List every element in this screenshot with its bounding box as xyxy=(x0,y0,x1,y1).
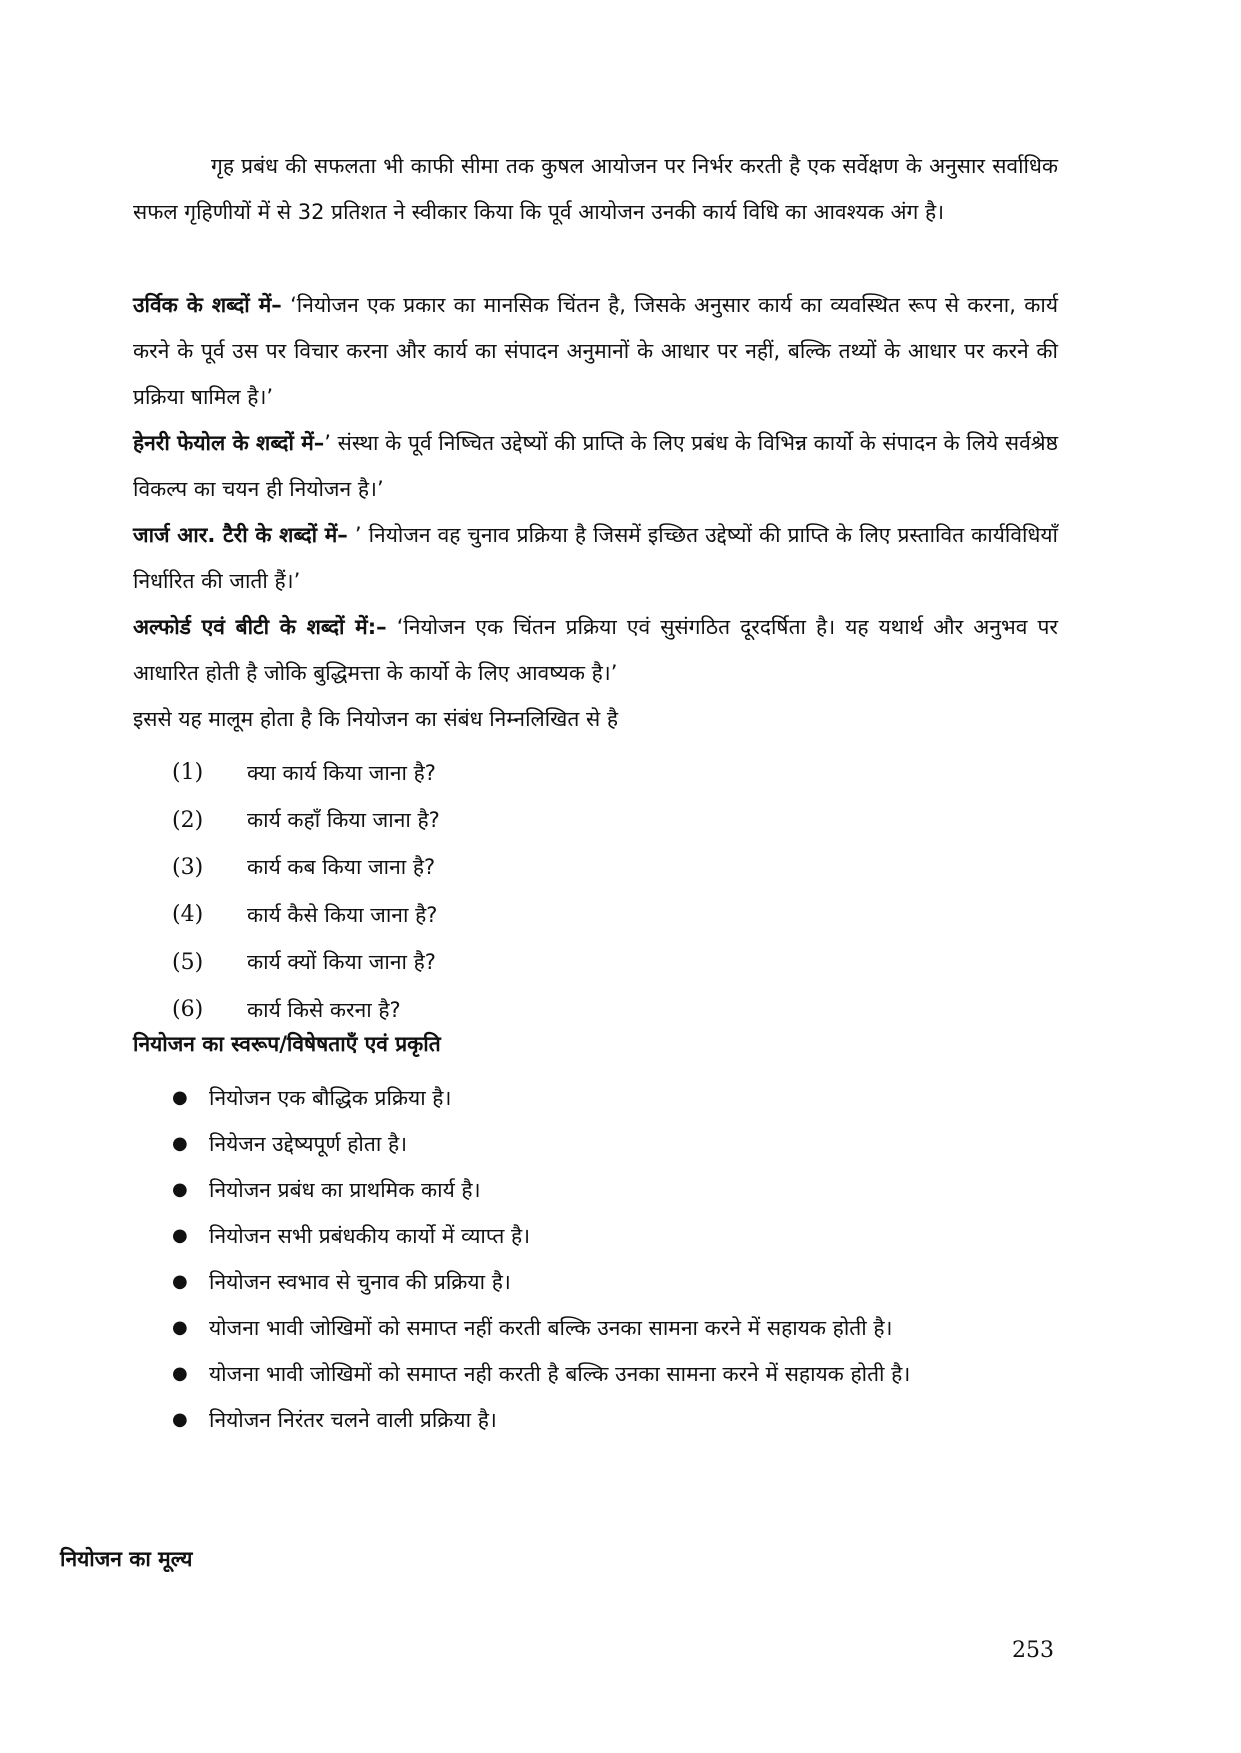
intro-paragraph: गृह प्रबंध की सफलता भी काफी सीमा तक कुषल आयोजन पर निर्भर करती है एक सर्वेक्षण के अनुसार सर्वाधिक सफल गृहिणीयों में से 32 प्रतिशत ने स्वीकार किया कि पूर्व आयोजन उनकी कार्य विधि का आवश्यक अंग है। xyxy=(133,154,1058,224)
bullet-icon: ● xyxy=(172,1363,188,1384)
bullet-icon: ● xyxy=(172,1317,188,1338)
definition-terry xyxy=(133,512,1058,604)
item-number: (6) xyxy=(172,997,204,1023)
item-text: कार्य क्यों किया जाना है? xyxy=(247,950,436,975)
item-number: (5) xyxy=(172,949,204,975)
bullet-item xyxy=(172,1075,1062,1121)
bullet-icon: ● xyxy=(172,1179,188,1200)
item-number: (4) xyxy=(172,902,204,928)
bullet-icon: ● xyxy=(172,1225,188,1246)
item-text: क्या कार्य किया जाना है? xyxy=(247,760,436,785)
nature-list xyxy=(172,1075,1062,1443)
definition-text: ‘नियोजन एक प्रकार का मानसिक चिंतन है, जिसके अनुसार कार्य का व्यवस्थित रूप से करना, कार्य करने के पूर्व उस पर विचार करना और कार्य का संपादन अनुमानों के आधार पर नहीं, बल्कि तथ्यों के आधार पर करने की प्रक्रिया षामिल है।’ xyxy=(133,293,1059,409)
definition-fayol xyxy=(133,420,1058,512)
bullet-icon: ● xyxy=(172,1133,188,1154)
bullet-icon: ● xyxy=(172,1409,188,1430)
item-text: कार्य कब किया जाना है? xyxy=(247,855,436,880)
item-number: (1) xyxy=(172,760,204,786)
definition-text: ‘नियोजन एक चिंतन प्रक्रिया एवं सुसंगठित दूरदर्षिता है। यह यथार्थ और अनुभव पर आधारित होती है जोकि बुद्धिमत्ता के कार्यो के लिए आवष्यक है।’ xyxy=(133,615,1058,685)
bullet-item xyxy=(172,1167,1062,1213)
definition-text: ’ संस्था के पूर्व निष्चित उद्देष्यों की प्राप्ति के लिए प्रबंध के विभिन्न कार्यो के संपादन के लिये सर्वश्रेष्ठ विकल्प का चयन ही नियोजन है।’ xyxy=(133,431,1058,501)
item-number: (3) xyxy=(172,854,204,880)
definition-lead: जार्ज आर. टैरी के शब्दों में– xyxy=(133,523,348,547)
definition-urwick xyxy=(133,282,1058,420)
section-heading-nature: नियोजन का स्वरूप/विषेषताएँ एवं प्रकृति xyxy=(133,1032,441,1056)
bullet-item xyxy=(172,1305,1062,1351)
bullet-text: नियोजन स्वभाव से चुनाव की प्रक्रिया है। xyxy=(209,1270,511,1294)
question-list xyxy=(172,749,440,1033)
definition-text: ’ नियोजन वह चुनाव प्रक्रिया है जिसमें इच्छित उद्देष्यों की प्राप्ति के लिए प्रस्तावित कार्यविधियाँ निर्धारित की जाती हैं।’ xyxy=(133,523,1058,593)
list-item xyxy=(172,749,440,796)
bullet-text: योजना भावी जोखिमों को समाप्त नहीं करती बल्कि उनका सामना करने में सहायक होती है। xyxy=(209,1316,893,1340)
bullet-item xyxy=(172,1397,1062,1443)
bullet-icon: ● xyxy=(172,1271,188,1292)
bullet-text: नियोजन प्रबंध का प्राथमिक कार्य है। xyxy=(209,1178,481,1202)
definition-lead: उर्विक के शब्दों में– xyxy=(133,293,282,317)
page-number: 253 xyxy=(1012,1638,1054,1663)
item-text: कार्य कहाँ किया जाना है? xyxy=(247,808,440,833)
bullet-text: नियोजन एक बौद्धिक प्रक्रिया है। xyxy=(209,1086,452,1110)
definition-lead: अल्फोर्ड एवं बीटी के शब्दों में:– xyxy=(133,615,387,639)
bullet-item xyxy=(172,1259,1062,1305)
definition-lead: हेनरी फेयोल के शब्दों में– xyxy=(133,431,325,455)
bullet-item xyxy=(172,1213,1062,1259)
list-item xyxy=(172,939,440,986)
list-item xyxy=(172,986,440,1033)
list-item xyxy=(172,891,440,938)
list-item xyxy=(172,844,440,891)
bullet-text: नियोजन सभी प्रबंधकीय कार्यो में व्याप्त है। xyxy=(209,1224,531,1248)
bullet-item xyxy=(172,1121,1062,1167)
list-item xyxy=(172,796,440,843)
definition-alford xyxy=(133,604,1058,696)
item-text: कार्य कैसे किया जाना है? xyxy=(247,902,438,927)
item-text: कार्य किसे करना है? xyxy=(247,997,401,1022)
bullet-item xyxy=(172,1351,1062,1397)
section-heading-value: नियोजन का मूल्य xyxy=(60,1547,193,1571)
bullet-text: योजना भावी जोखिमों को समाप्त नही करती है बल्कि उनका सामना करने में सहायक होती है। xyxy=(209,1362,911,1386)
list-intro: इससे यह मालूम होता है कि नियोजन का संबंध निम्नलिखित से है xyxy=(133,707,619,731)
bullet-text: नियोजन निरंतर चलने वाली प्रक्रिया है। xyxy=(209,1408,497,1432)
bullet-icon: ● xyxy=(172,1087,188,1108)
bullet-text: नियेजन उद्देष्यपूर्ण होता है। xyxy=(209,1132,408,1156)
item-number: (2) xyxy=(172,807,204,833)
